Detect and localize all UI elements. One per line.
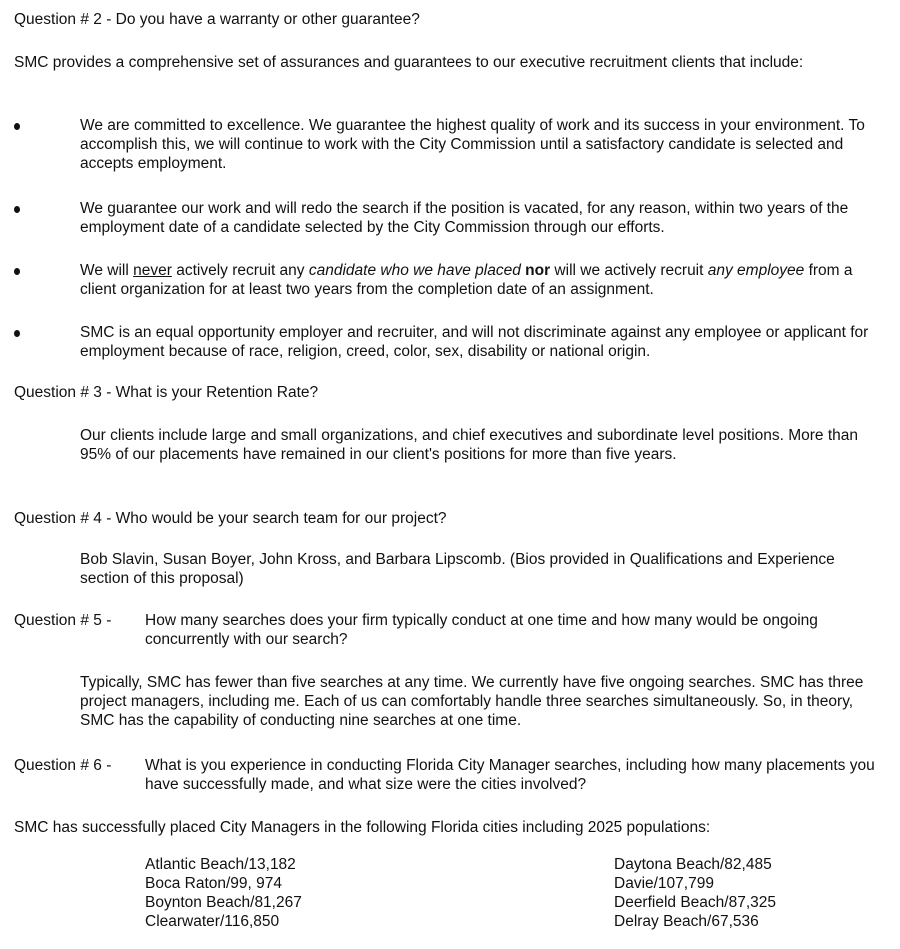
q6-summary: SMC has successfully placed City Managers in the following Florida cities including 2025 populations:	[14, 819, 711, 836]
bullet-text-part: actively recruit any	[171, 262, 309, 279]
emphasis-nor: nor	[525, 262, 551, 279]
list-item: Deerfield Beach/87,325	[614, 894, 777, 911]
emphasis-candidate: candidate who we have placed	[308, 262, 521, 279]
list-item: Boca Raton/99, 974	[145, 875, 283, 892]
bullet-text: We guarantee our work and will redo the search if the position is vacated, for any reason, within two years of the employment date of a candidate selected by the City Commission through our efforts.	[80, 200, 849, 236]
q4-answer: Bob Slavin, Susan Boyer, John Kross, and Barbara Lipscomb. (Bios provided in Qualifications and Experience section of this proposal)	[80, 551, 835, 587]
list-item: Clearwater/116,850	[145, 913, 280, 930]
bullet-text-part: will we actively recruit	[550, 262, 708, 279]
q6-label: Question # 6 -	[14, 757, 112, 774]
bullet-text-part: from a client organization for at least two years from the completion date of an assignment.	[80, 262, 853, 298]
q2-intro: SMC provides a comprehensive set of assurances and guarantees to our executive recruitment clients that include:	[14, 54, 804, 71]
city-list-right	[614, 855, 776, 931]
bullet-text	[80, 261, 890, 299]
list-item: Boynton Beach/81,267	[145, 894, 302, 911]
bullet-text: We are committed to excellence. We guarantee the highest quality of work and its success in your environment. To accomplish this, we will continue to work with the City Commission until a satisfactory candidate is selected and accepts employment.	[80, 117, 865, 172]
q3-answer: Our clients include large and small organizations, and chief executives and subordinate level positions. More than 95% of our placements have remained in our client's positions for more than five years.	[80, 427, 859, 463]
city-list-left	[145, 855, 302, 931]
emphasis-any-employee: any employee	[707, 262, 805, 279]
bullet-dot-icon	[14, 123, 20, 130]
list-item: Daytona Beach/82,485	[614, 856, 772, 873]
q4-heading: Question # 4 - Who would be your search team for our project?	[14, 510, 447, 527]
q3-heading: Question # 3 - What is your Retention Rate?	[14, 384, 319, 401]
bullet-dot-icon	[14, 268, 20, 275]
bullet-text: SMC is an equal opportunity employer and recruiter, and will not discriminate against any employee or applicant for employment because of race, religion, creed, color, sex, disability or national origin.	[80, 324, 869, 360]
q5-question: How many searches does your firm typically conduct at one time and how many would be ongoing concurrently with our search?	[145, 612, 818, 648]
bullet-text-part: We will	[80, 262, 134, 279]
list-item: Atlantic Beach/13,182	[145, 856, 296, 873]
list-item: Davie/107,799	[614, 875, 714, 892]
emphasis-never: never	[133, 262, 172, 279]
q2-heading: Question # 2 - Do you have a warranty or other guarantee?	[14, 11, 420, 28]
q5-label: Question # 5 -	[14, 612, 112, 629]
q5-answer: Typically, SMC has fewer than five searches at any time. We currently have five ongoing searches. SMC has three project managers, including me. Each of us can comfortably handle three searches simultaneously. So, in theory, SMC has the capability of conducting nine searches at one time.	[80, 674, 864, 729]
bullet-dot-icon	[14, 330, 20, 337]
q6-question: What is you experience in conducting Florida City Manager searches, including how many placements you have successfully made, and what size were the cities involved?	[145, 757, 875, 793]
bullet-dot-icon	[14, 206, 20, 213]
list-item: Delray Beach/67,536	[614, 913, 759, 930]
